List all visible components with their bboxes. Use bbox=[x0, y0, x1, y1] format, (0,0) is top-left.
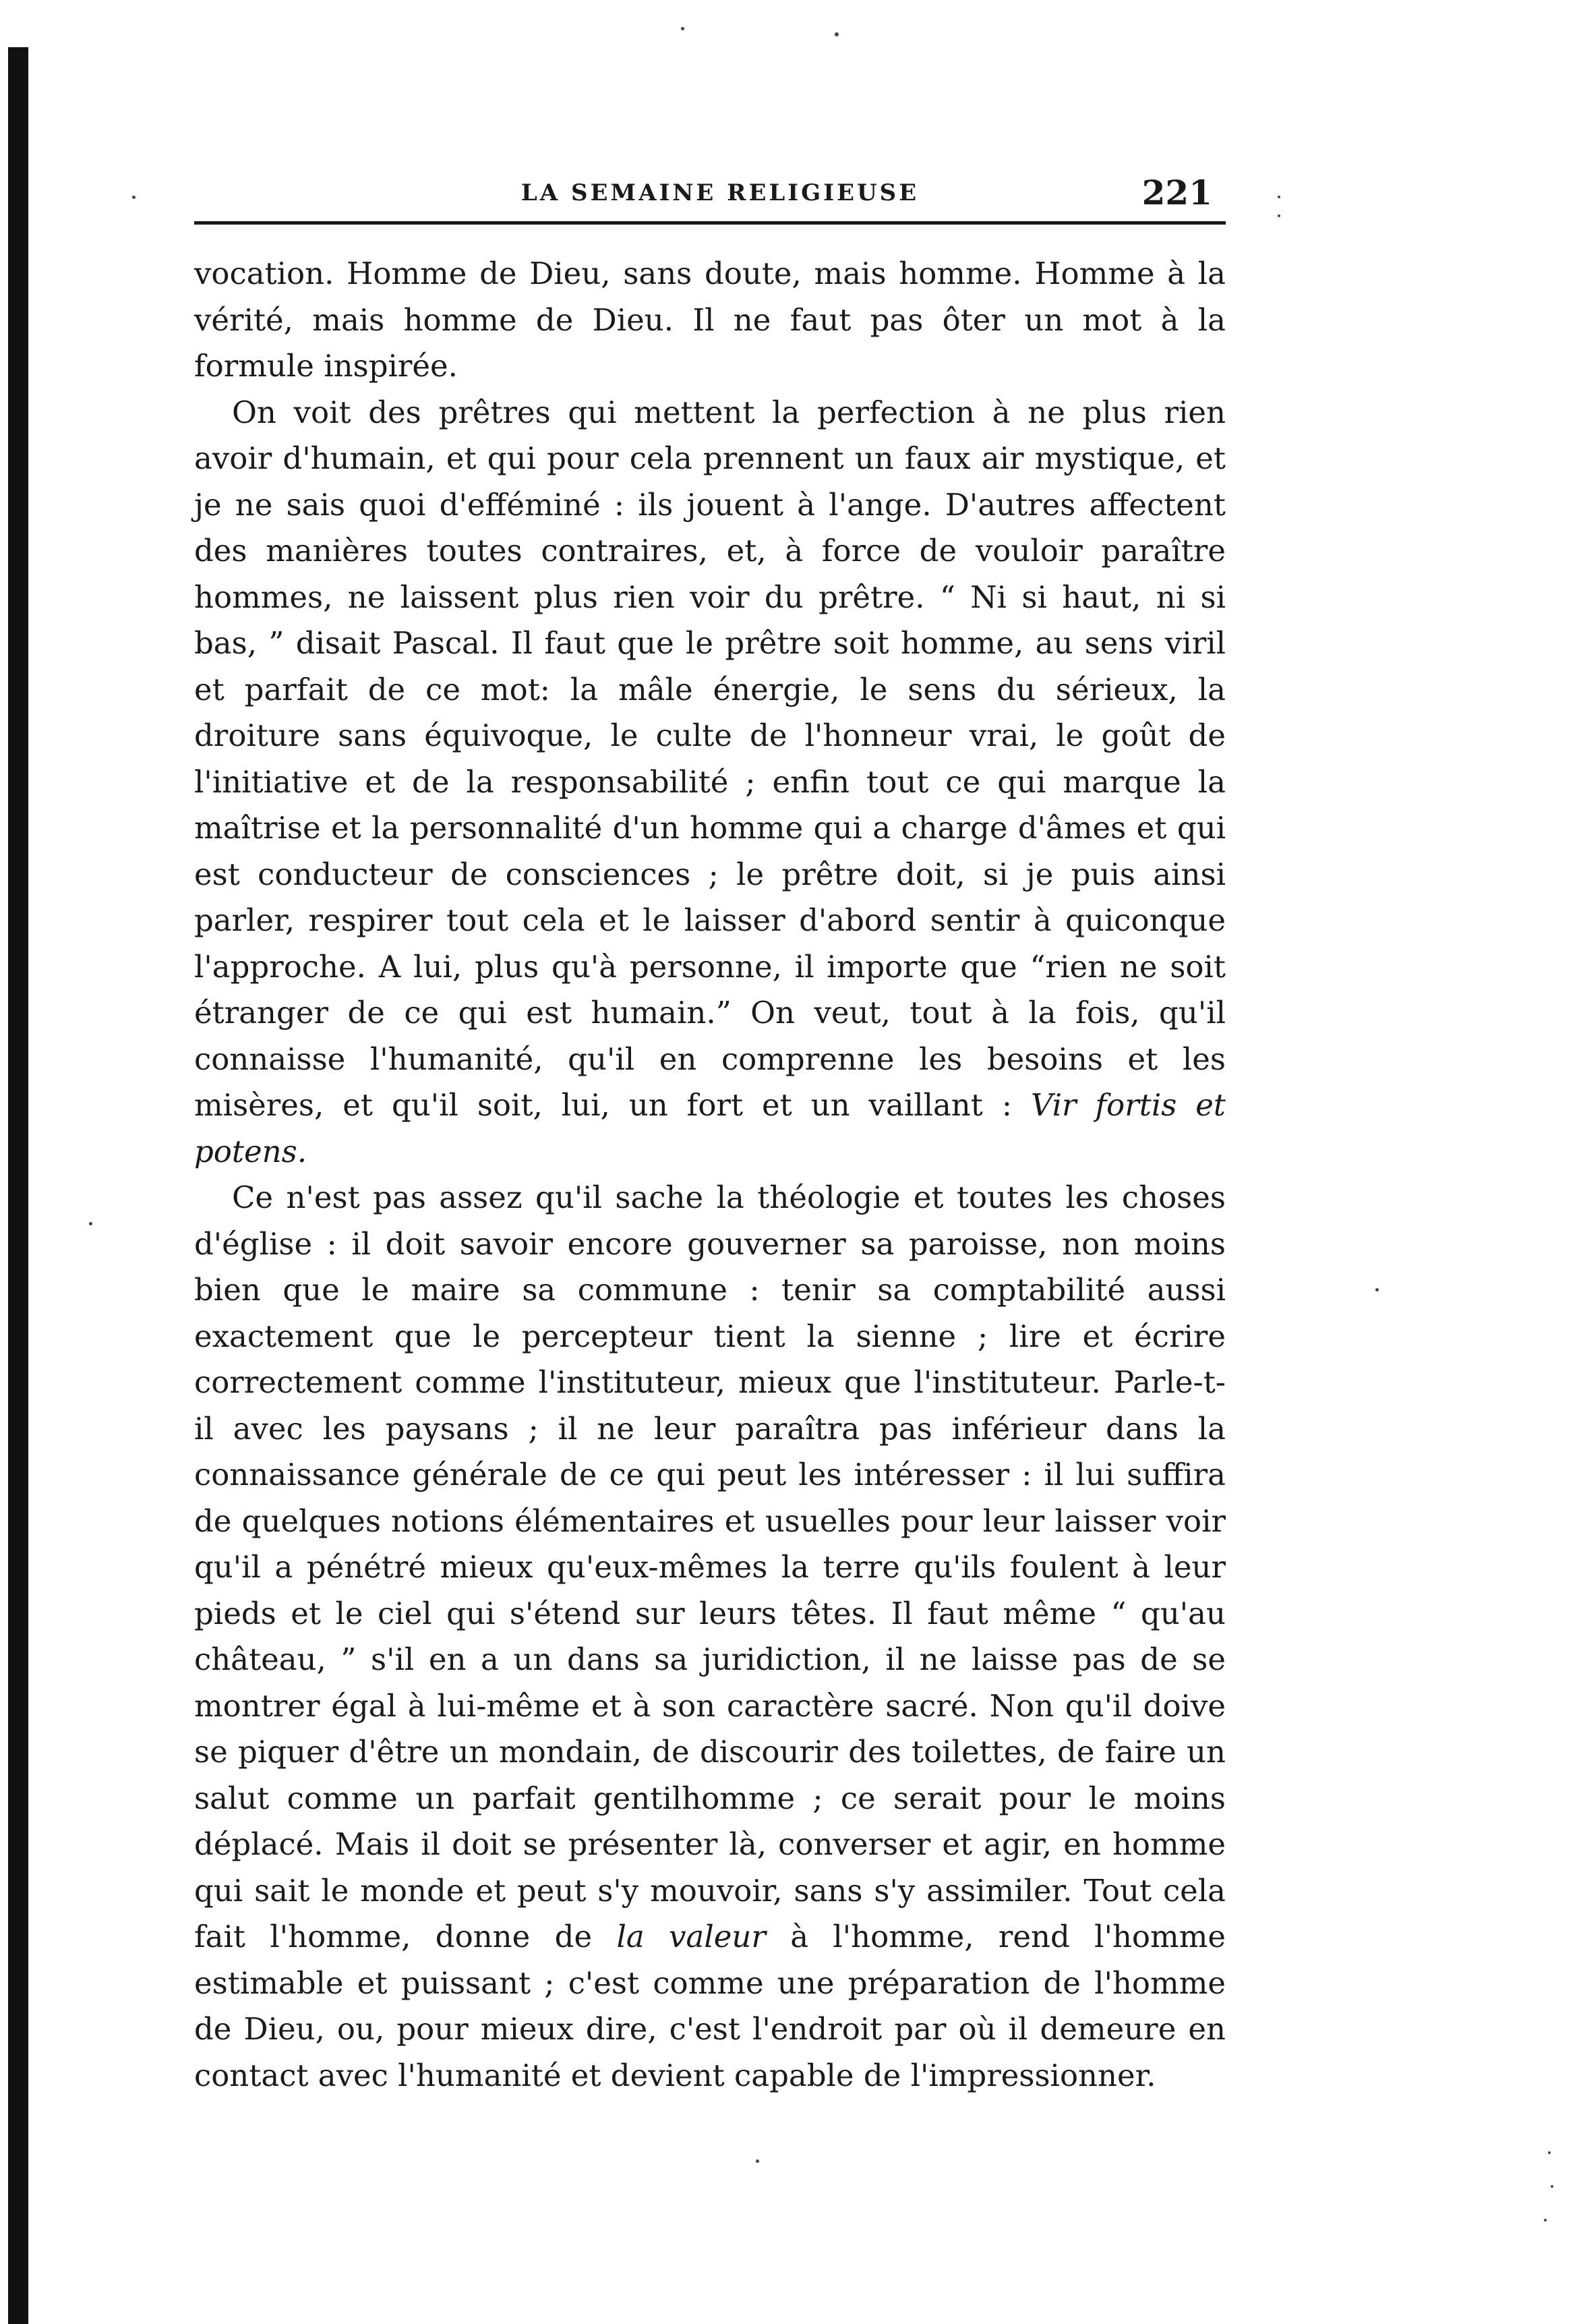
paragraph-3 bbox=[194, 1175, 1226, 2099]
speck bbox=[1551, 2185, 1553, 2188]
paragraph-3-text: Ce n'est pas assez qu'il sache la théologie et toutes les choses d'église : il doit savoir encore gouverner sa paroisse, non moins bien que le maire sa commune : tenir sa comptabilité aussi exactement que le percepteur tient la sienne ; lire et écrire correctement comme l'instituteur, mieux que l'instituteur. Parle-t-il avec les paysans ; il ne leur paraîtra pas inférieur dans la connaissance générale de ce qui peut les intéresser : il lui suffira de quelques notions élémentaires et usuelles pour leur laisser voir qu'il a pénétré mieux qu'eux-mêmes la terre qu'ils foulent à leur pieds et le ciel qui s'étend sur leurs têtes. Il faut même “ qu'au château, ” s'il en a un dans sa juridiction, il ne laisse pas de se montrer égal à lui-même et à son caractère sacré. Non qu'il doive se piquer d'être un mondain, de discourir des toilettes, de faire un salut comme un parfait gentilhomme ; ce serait pour le moins déplacé. Mais il doit se présenter là, converser et agir, en homme qui sait le monde et peut s'y mouvoir, sans s'y assimiler. Tout cela fait l'homme, donne de bbox=[194, 1180, 1226, 1954]
paragraph-1: vocation. Homme de Dieu, sans doute, mais homme. Homme à la vérité, mais homme de Dieu. Il ne faut pas ôter un mot à la formule inspirée. bbox=[194, 256, 1226, 384]
speck bbox=[835, 32, 839, 36]
running-title: LA SEMAINE RELIGIEUSE bbox=[520, 179, 920, 206]
speck bbox=[756, 2159, 759, 2163]
speck bbox=[1544, 2219, 1547, 2221]
paragraph-2-text: On voit des prêtres qui mettent la perfection à ne plus rien avoir d'humain, et qui pour cela prennent un faux air mystique, et je ne sais quoi d'efféminé : ils jouent à l'ange. D'autres affectent des manières toutes contraires, et, à force de vouloir paraître hommes, ne laissent plus rien voir du prêtre. “ Ni si haut, ni si bas, ” disait Pascal. Il faut que le prêtre soit homme, au sens viril et parfait de ce mot: la mâle énergie, le sens du sérieux, la droiture sans équivoque, le culte de l'honneur vrai, le goût de l'initiative et de la responsabilité ; enfin tout ce qui marque la maîtrise et la personnalité d'un homme qui a charge d'âmes et qui est conducteur de consciences ; le prêtre doit, si je puis ainsi parler, respirer tout cela et le laisser d'abord sentir à quiconque l'approche. A lui, plus qu'à personne, il importe que “rien ne soit étranger de ce qui est humain.” On veut, tout à la fois, qu'il connaisse l'humanité, qu'il en comprenne les besoins et les misères, et qu'il soit, lui, un fort et un vaillant : bbox=[194, 394, 1226, 1123]
page-header bbox=[194, 167, 1226, 225]
scan-edge-shadow bbox=[8, 47, 28, 2324]
paragraph-2 bbox=[194, 390, 1226, 1175]
paragraph-3-tail: à l'homme, rend l'homme estimable et puissant ; c'est comme une préparation de l'homme de Dieu, ou, pour mieux dire, c'est l'endroit par où il demeure en contact avec l'humanité et devient capable de l'impressionner. bbox=[194, 1919, 1226, 2093]
speck bbox=[1375, 1288, 1379, 1291]
speck bbox=[1278, 214, 1280, 217]
speck bbox=[1278, 196, 1280, 198]
speck bbox=[132, 196, 136, 199]
latin-phrase: Vir fortis et potens. bbox=[194, 1087, 1226, 1169]
speck bbox=[89, 1222, 92, 1225]
page-number: 221 bbox=[1141, 173, 1212, 212]
italic-valeur: la valeur bbox=[616, 1919, 766, 1954]
speck bbox=[1548, 2151, 1551, 2154]
speck bbox=[681, 27, 684, 30]
body-text bbox=[194, 251, 1226, 2099]
